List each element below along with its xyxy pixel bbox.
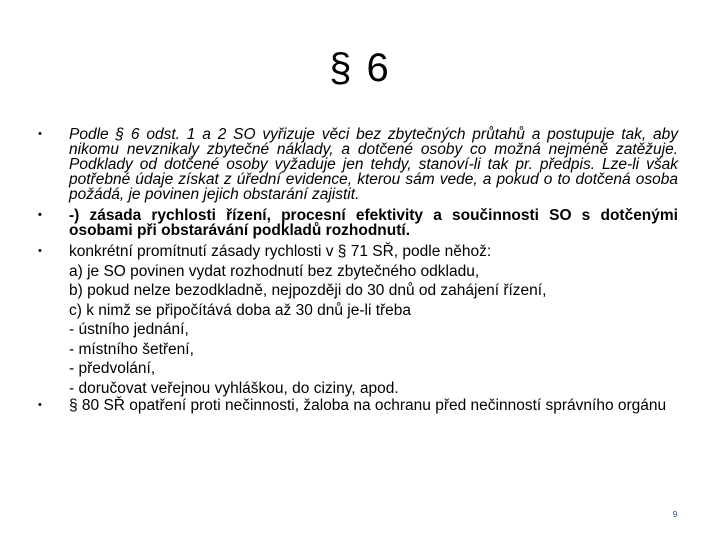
bullet-marker-icon: • [38,209,42,221]
bullet-marker-icon: • [38,128,42,140]
slide-title: § 6 [329,46,391,90]
sub-line: c) k nimž se připočítává doba až 30 dnů je-li třeba [69,301,412,319]
bullet-lead: konkrétní promítnutí zásady rychlosti v § 71 SŘ, podle něhož: [69,243,492,260]
bullet-item [38,127,678,202]
sub-line: a) je SO povinen vydat rozhodnutí bez zbytečného odkladu, [69,262,480,280]
bullet-item [38,242,678,398]
sub-line: - místního šetření, [69,340,194,358]
sub-line: - doručovat veřejnou vyhláškou, do ciziny, apod. [69,379,399,397]
bullet-text: § 80 SŘ opatření proti nečinnosti, žaloba na ochranu před nečinností správního orgánu [69,397,667,414]
sub-line: b) pokud nelze bezodkladně, nejpozději do 30 dnů od zahájení řízení, [69,282,547,299]
bullet-text: Podle § 6 odst. 1 a 2 SO vyřizuje věci bez zbytečných průtahů a postupuje tak, aby nikomu nevznikaly zbytečné náklady, a dotčené osoby co možná nejméně zatěžuje. Podklady od dotčené osoby vyžaduje jen tehdy, stanoví-li tak pr. předpis. Lze-li však potřebné údaje získat z úřední evidence, kterou sám vede, a pokud o to dotčená osoba požádá, je povinen jejich obstarání zajistit. [69,126,678,203]
bullet-marker-icon: • [38,245,42,257]
bullet-list [38,127,678,413]
bullet-item [38,208,678,238]
bullet-text: -) zásada rychlosti řízení, procesní efektivity a součinnosti SO s dotčenými osobami při obstarávání podkladů rozhodnutí. [69,207,678,239]
bullet-item [38,398,678,413]
sub-line: - ústního jednání, [69,321,189,338]
page-number: 9 [672,510,678,519]
sub-line: - předvolání, [69,360,156,377]
bullet-marker-icon: • [38,399,42,411]
